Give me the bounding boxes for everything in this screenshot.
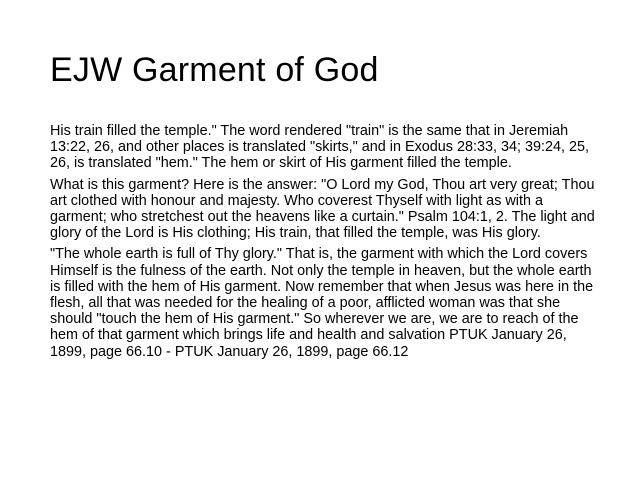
slide-title: EJW Garment of God (50, 51, 379, 89)
paragraph-whole-earth: "The whole earth is full of Thy glory." That is, the garment with which the Lord covers Himself is the fulness of the earth. Not only the temple in heaven, but the whole earth is filled with the hem of His garment. Now remember that when Jesus was here in the flesh, all that was needed for the healing of a poor, afflicted woman was that she should "touch the hem of His garment." So wherever we are, we are to reach of the hem of that garment which brings life and health and salvation PTUK January 26, 1899, page 66.10 - PTUK January 26, 1899, page 66.12 (50, 246, 594, 360)
paragraph-garment-question: What is this garment? Here is the answer: "O Lord my God, Thou art very great; Thou art clothed with honour and majesty. Who coverest Thyself with light as with a garment; who stretchest out the heavens like a curtain." Psalm 104:1, 2. The light and glory of the Lord is His clothing; His train, that filled the temple, was His glory. (50, 176, 595, 242)
slide-body (50, 123, 598, 365)
paragraph-train: His train filled the temple." The word rendered "train" is the same that in Jeremiah 13:22, 26, and other places is translated "skirts," and in Exodus 28:33, 34; 39:24, 25, 26, is translated "hem." The hem or skirt of His garment filled the temple. (50, 123, 590, 172)
